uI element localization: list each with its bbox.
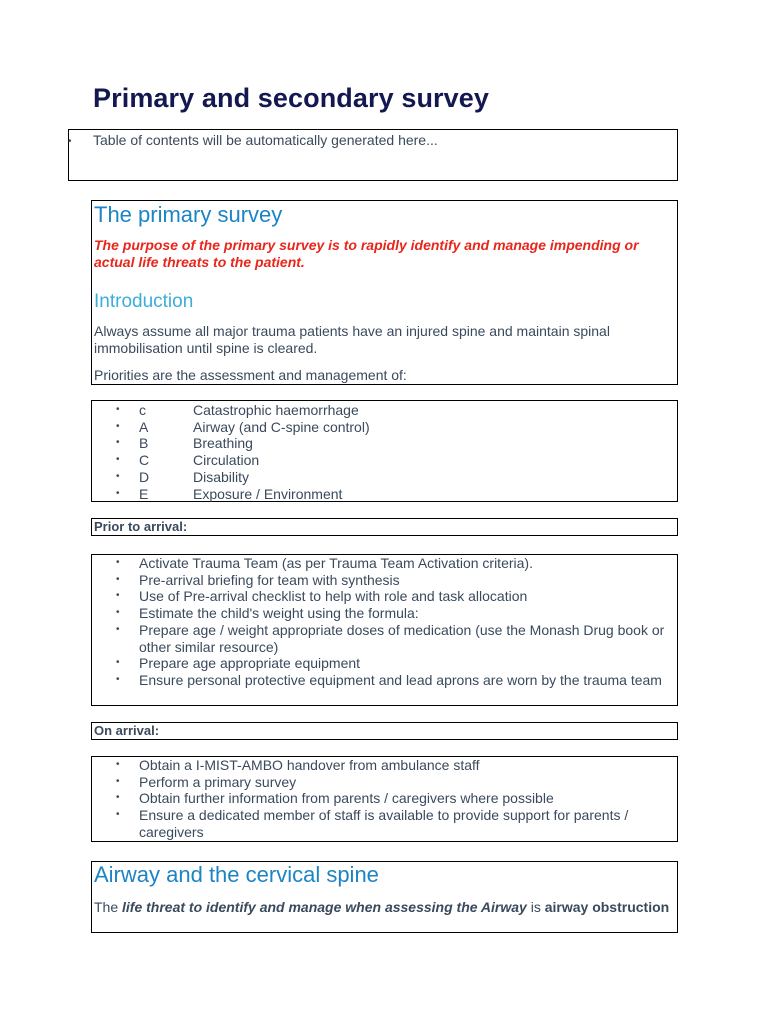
airway-section <box>91 861 678 933</box>
list-item: • Obtain a I-MIST-AMBO handover from ambulance staff <box>116 757 480 773</box>
priorities-list-box <box>91 400 678 502</box>
bullet: • <box>68 136 72 147</box>
list-item: • Ensure personal protective equipment and lead aprons are worn by the trauma team <box>116 671 662 688</box>
airway-text: The life threat to identify and manage when assessing the Airway is airway obstruction <box>94 899 670 915</box>
introduction-heading: Introduction <box>94 291 194 312</box>
on-arrival-list-box <box>91 756 678 842</box>
primary-survey-section <box>91 200 678 385</box>
prior-to-arrival-list <box>92 555 677 689</box>
list-item: • B Breathing <box>116 435 253 452</box>
list-item: • Prepare age appropriate equipment <box>116 655 361 672</box>
list-item: • Prepare age / weight appropriate doses of medication (use the Monash Drug book or other similar resource) <box>116 621 665 655</box>
on-arrival-label: On arrival: <box>94 723 160 738</box>
list-item: • A Airway (and C-spine control) <box>116 418 370 435</box>
list-item: • C Circulation <box>116 452 260 469</box>
list-item: • Pre-arrival briefing for team with synthesis <box>116 571 400 588</box>
on-arrival-label-box <box>91 722 678 740</box>
list-item: • D Disability <box>116 468 250 485</box>
purpose-statement: The purpose of the primary survey is to rapidly identify and manage impending or actual life threats to the patient. <box>94 237 639 270</box>
list-item: • Ensure a dedicated member of staff is available to provide support for parents / caregivers <box>116 807 629 840</box>
table-of-contents <box>68 129 678 181</box>
list-item: • Estimate the child's weight using the formula: <box>116 605 419 622</box>
prior-to-arrival-list-box <box>91 554 678 706</box>
list-item: • c Catastrophic haemorrhage <box>116 402 359 418</box>
on-arrival-list <box>92 757 677 841</box>
page-title: Primary and secondary survey <box>93 83 490 113</box>
prior-to-arrival-label-box <box>91 518 678 536</box>
prior-to-arrival-label: Prior to arrival: <box>94 519 188 534</box>
airway-heading: Airway and the cervical spine <box>94 862 379 887</box>
list-item: • Use of Pre-arrival checklist to help with role and task allocation <box>116 588 528 605</box>
introduction-text: Always assume all major trauma patients have an injured spine and maintain spinal immobilisation until spine is cleared. <box>94 323 610 356</box>
toc-placeholder: Table of contents will be automatically generated here... <box>93 132 438 148</box>
list-item: • Activate Trauma Team (as per Trauma Team Activation criteria). <box>116 555 533 571</box>
list-item: • E Exposure / Environment <box>116 485 343 502</box>
priorities-text: Priorities are the assessment and management of: <box>94 367 407 383</box>
primary-survey-heading: The primary survey <box>94 202 283 227</box>
priorities-list <box>92 402 677 502</box>
list-item: • Perform a primary survey <box>116 773 297 790</box>
list-item: • Obtain further information from parents / caregivers where possible <box>116 790 554 807</box>
